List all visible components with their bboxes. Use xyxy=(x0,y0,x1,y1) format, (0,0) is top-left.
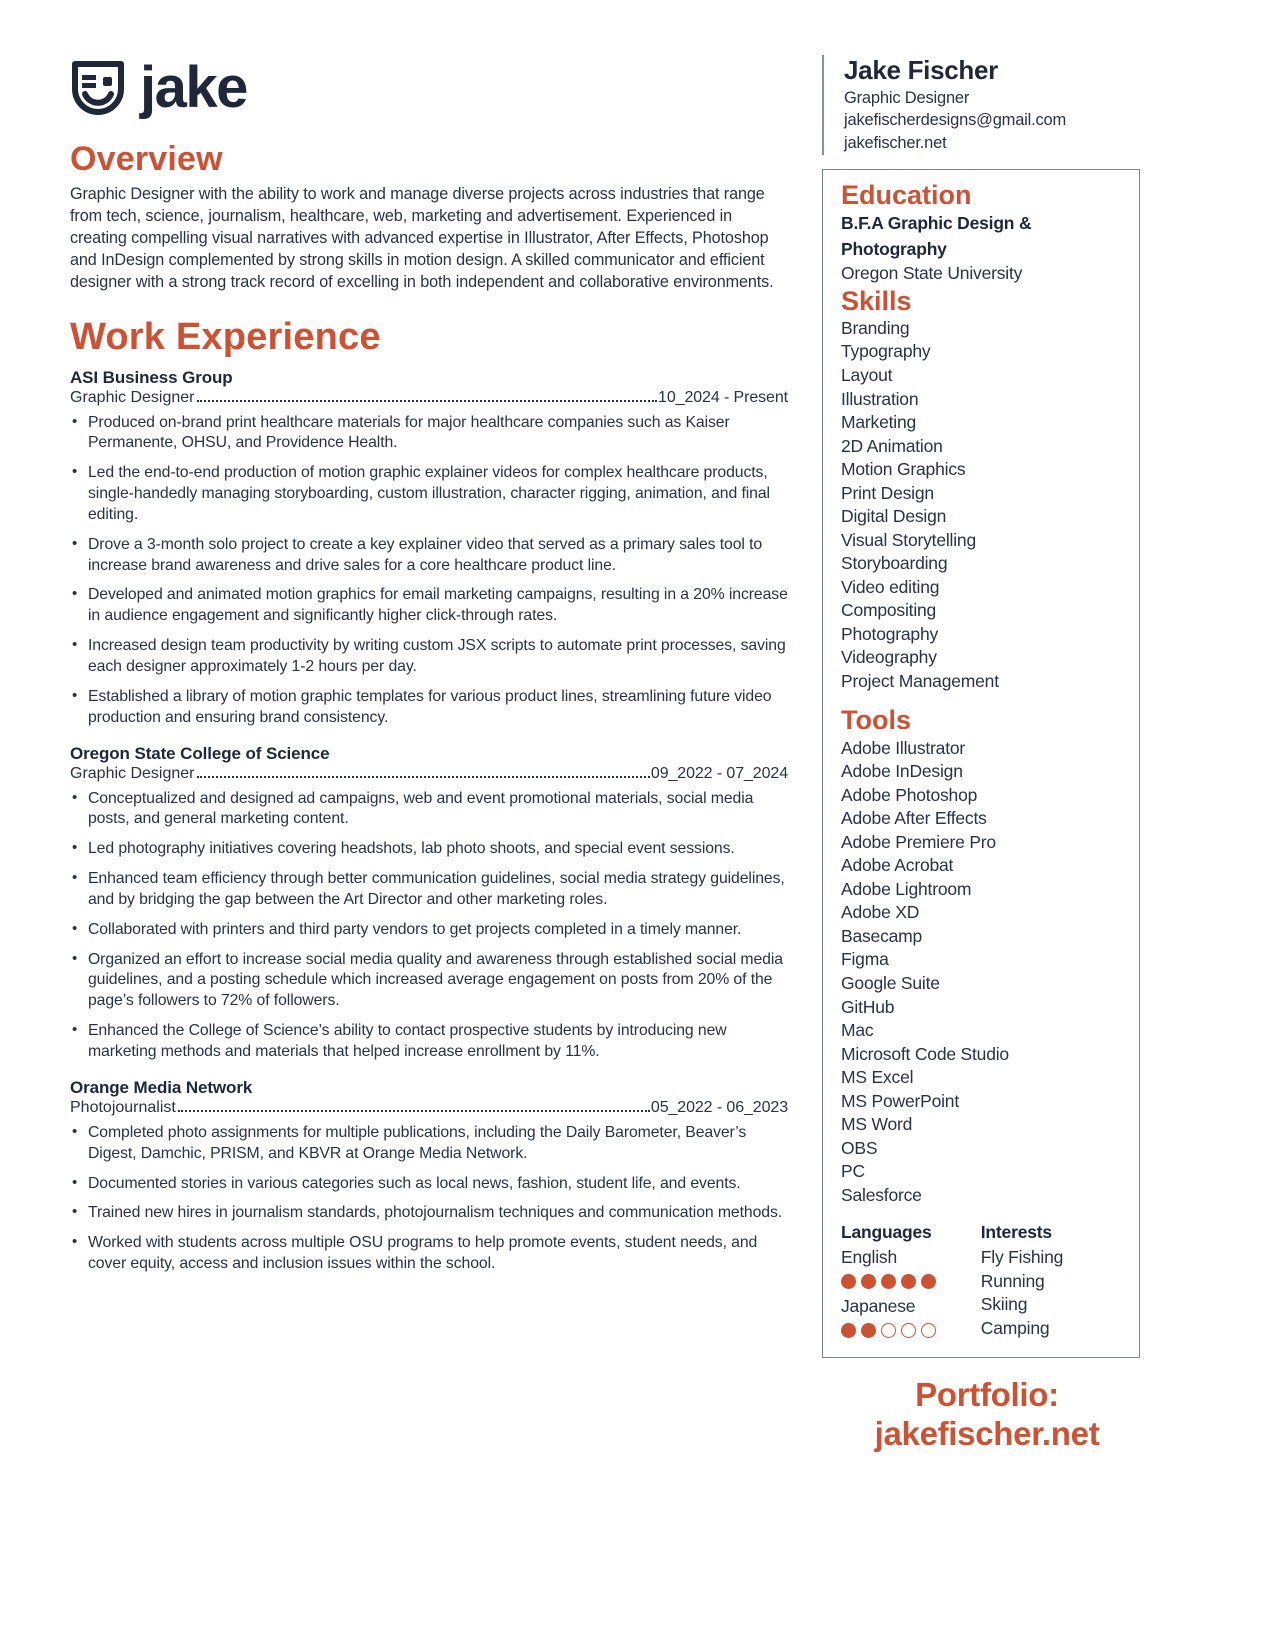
job-bullet: • Worked with students across multiple OSU programs to help promote events, student needs, and cover equity, access and inclusion issues within the school. xyxy=(70,1233,788,1275)
email-address[interactable]: jakefischerdesigns@gmail.com xyxy=(844,111,1067,130)
job-company: Oregon State College of Science xyxy=(70,743,330,763)
skill-item: Compositing xyxy=(841,600,937,621)
work-experience-heading: Work Experience xyxy=(70,315,381,358)
full-name: Jake Fischer xyxy=(844,55,998,85)
job-company: ASI Business Group xyxy=(70,367,233,387)
languages-column xyxy=(841,1221,981,1343)
job-bullet: • Collaborated with printers and third party vendors to get projects completed in a timely manner. xyxy=(70,920,788,941)
interest-item: Running xyxy=(980,1270,1045,1291)
job-bullet: • Drove a 3-month solo project to create a key explainer video that served as a primary sales tool to increase brand awareness and drive sales for a core healthcare product line. xyxy=(70,535,788,577)
rating-dot-empty xyxy=(881,1323,896,1338)
skill-item: Illustration xyxy=(841,388,919,409)
skill-item: Photography xyxy=(841,623,939,644)
job-bullet: • Increased design team productivity by writing custom JSX scripts to automate print processes, saving each designer approximately 1-2 hours per day. xyxy=(70,636,788,678)
interests-heading: Interests xyxy=(980,1222,1052,1243)
job-dates: 09_2022 - 07_2024 xyxy=(650,764,788,782)
languages-list xyxy=(841,1246,981,1339)
tool-item: OBS xyxy=(841,1137,878,1158)
tool-item: Mac xyxy=(841,1020,874,1041)
job-bullet: • Produced on-brand print healthcare materials for major healthcare companies such as Kaiser Permanente, OHSU, and Providence Health. xyxy=(70,413,788,455)
interests-column xyxy=(981,1221,1135,1343)
tool-item: PC xyxy=(841,1161,865,1182)
language-name: Japanese xyxy=(841,1295,916,1316)
sidebar-box xyxy=(822,169,1140,1358)
job-entry xyxy=(70,1077,788,1275)
tool-item: Adobe XD xyxy=(841,902,920,923)
skill-item: Videography xyxy=(841,647,937,668)
rating-dot-filled xyxy=(901,1274,916,1289)
tool-item: Adobe Photoshop xyxy=(841,784,978,805)
rating-dot-filled xyxy=(881,1274,896,1289)
smiley-badge-icon xyxy=(70,59,126,117)
tool-item: Adobe Premiere Pro xyxy=(841,831,996,852)
job-bullet: • Led the end-to-end production of motion graphic explainer videos for complex healthcare products, single-handedly managing storyboarding, custom illustration, character rigging, animation, and final editing. xyxy=(70,463,788,526)
job-bullets xyxy=(70,789,788,1063)
rating-dot-empty xyxy=(921,1323,936,1338)
language-name: English xyxy=(841,1246,897,1267)
job-bullet: • Enhanced the College of Science’s ability to contact prospective students by introducing new marketing methods and materials that helped increase enrollment by 11%. xyxy=(70,1021,788,1063)
tool-item: GitHub xyxy=(841,996,895,1017)
interest-item: Fly Fishing xyxy=(980,1246,1064,1267)
dotted-leader xyxy=(197,776,650,778)
skill-item: Visual Storytelling xyxy=(841,529,976,550)
jobs-list xyxy=(70,367,788,1275)
tool-item: Basecamp xyxy=(841,925,923,946)
skill-item: Motion Graphics xyxy=(841,459,966,480)
job-entry xyxy=(70,367,788,729)
skill-item: Project Management xyxy=(841,670,999,691)
job-dates: 05_2022 - 06_2023 xyxy=(650,1099,788,1117)
overview-heading: Overview xyxy=(70,140,223,178)
overview-body: Graphic Designer with the ability to work and manage diverse projects across industries that range from tech, science, journalism, healthcare, web, marketing and advertisement. Experienced in creating compelling visual narratives with advanced expertise in Illustrator, After Effects, Photoshop and InDesign complemented by strong skills in motion design. A skilled communicator and efficient designer with a strong track record of excelling in both independent and collaborative environments. xyxy=(70,184,774,292)
job-bullet: • Led photography initiatives covering headshots, lab photo shoots, and special event sessions. xyxy=(70,839,788,860)
job-role: Graphic Designer xyxy=(844,88,970,107)
rating-dot-filled xyxy=(921,1274,936,1289)
interests-list xyxy=(981,1246,1135,1341)
job-title-dates-line xyxy=(70,1098,788,1119)
job-bullet: • Conceptualized and designed ad campaigns, web and event promotional materials, social media posts, and general marketing content. xyxy=(70,789,788,831)
language-level-dots xyxy=(841,1273,981,1291)
dotted-leader xyxy=(197,400,658,402)
tool-item: Google Suite xyxy=(841,972,940,993)
skill-item: Video editing xyxy=(841,576,940,597)
language-level-dots xyxy=(841,1321,981,1339)
languages-interests-grid xyxy=(841,1221,1135,1343)
skill-item: Digital Design xyxy=(841,506,947,527)
tools-heading: Tools xyxy=(841,705,911,736)
job-bullets xyxy=(70,1123,788,1275)
job-company: Orange Media Network xyxy=(70,1077,253,1097)
job-bullet: • Organized an effort to increase social media quality and awareness through established social media guidelines, and a posting schedule which increased average engagement on posts from 20% of the page’s followers to 72% of followers. xyxy=(70,950,788,1013)
portfolio-label: Portfolio: xyxy=(915,1376,1059,1414)
interest-item: Skiing xyxy=(980,1294,1028,1315)
skills-list xyxy=(841,317,1135,694)
job-title-dates-line xyxy=(70,764,788,785)
skills-heading: Skills xyxy=(841,285,912,316)
interest-item: Camping xyxy=(980,1317,1050,1338)
dotted-leader xyxy=(178,1110,650,1112)
main-column xyxy=(70,52,788,1284)
job-bullet: • Developed and animated motion graphics for email marketing campaigns, resulting in a 20% increase in audience engagement and significantly higher click-through rates. xyxy=(70,585,788,627)
job-bullet: • Documented stories in various categories such as local news, fashion, student life, and events. xyxy=(70,1174,788,1195)
tool-item: Adobe Acrobat xyxy=(841,855,954,876)
skill-item: Storyboarding xyxy=(841,553,948,574)
skill-item: Print Design xyxy=(841,482,934,503)
tool-item: MS Excel xyxy=(841,1067,914,1088)
rating-dot-empty xyxy=(901,1323,916,1338)
skill-item: 2D Animation xyxy=(841,435,943,456)
tool-item: Adobe Lightroom xyxy=(841,878,972,899)
sidebar-column xyxy=(822,55,1152,1453)
tool-item: MS Word xyxy=(841,1114,913,1135)
tool-item: MS PowerPoint xyxy=(841,1090,960,1111)
portfolio-url[interactable]: jakefischer.net xyxy=(874,1414,1100,1452)
job-title-dates-line xyxy=(70,388,788,409)
rating-dot-filled xyxy=(861,1323,876,1338)
skill-item: Layout xyxy=(841,365,893,385)
website-url[interactable]: jakefischer.net xyxy=(844,134,947,153)
portfolio-footer xyxy=(822,1376,1152,1453)
skill-item: Typography xyxy=(841,341,931,362)
education-heading: Education xyxy=(841,179,972,210)
tool-item: Salesforce xyxy=(841,1184,922,1205)
job-bullets xyxy=(70,413,788,729)
education-degree: B.F.A Graphic Design & Photography xyxy=(841,213,1032,259)
education-school: Oregon State University xyxy=(841,262,1023,283)
logo-wordmark: jake xyxy=(140,55,247,120)
job-bullet: • Enhanced team efficiency through better communication guidelines, social media strategy guidelines, and by bridging the gap between the Art Director and other marketing roles. xyxy=(70,869,788,911)
rating-dot-filled xyxy=(861,1274,876,1289)
job-entry xyxy=(70,743,788,1063)
job-title: Graphic Designer xyxy=(70,388,195,406)
job-bullet: • Trained new hires in journalism standards, photojournalism techniques and communication methods. xyxy=(70,1203,788,1224)
rating-dot-filled xyxy=(841,1274,856,1289)
job-dates: 10_2024 - Present xyxy=(658,388,788,406)
contact-block xyxy=(822,55,1152,155)
job-bullet: • Completed photo assignments for multiple publications, including the Daily Barometer, Beaver’s Digest, Damchic, PRISM, and KBVR at Orange Media Network. xyxy=(70,1123,788,1165)
languages-heading: Languages xyxy=(841,1222,932,1243)
job-title: Graphic Designer xyxy=(70,764,195,782)
job-title: Photojournalist xyxy=(70,1099,176,1117)
tool-item: Microsoft Code Studio xyxy=(841,1043,1009,1064)
skill-item: Marketing xyxy=(841,412,917,433)
logo xyxy=(70,52,788,124)
tool-item: Adobe Illustrator xyxy=(841,737,966,758)
skill-item: Branding xyxy=(841,317,910,338)
job-bullet: • Established a library of motion graphic templates for various product lines, streamlining future video production and ensuring brand consistency. xyxy=(70,687,788,729)
tool-item: Adobe After Effects xyxy=(841,808,987,829)
tools-list xyxy=(841,737,1135,1208)
rating-dot-filled xyxy=(841,1323,856,1338)
tool-item: Adobe InDesign xyxy=(841,761,963,782)
tool-item: Figma xyxy=(841,949,889,970)
